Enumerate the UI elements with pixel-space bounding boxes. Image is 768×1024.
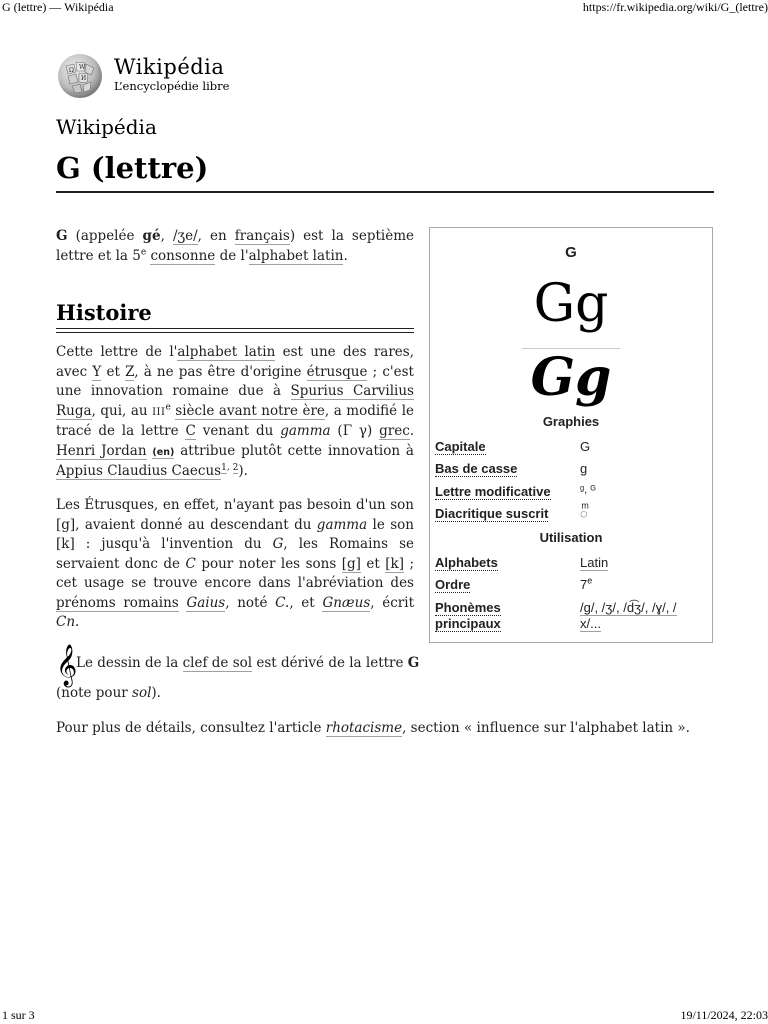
infobox-value: G <box>580 439 591 454</box>
print-header-title: G (lettre) — Wikipédia <box>2 0 114 14</box>
infobox-key[interactable]: Ordre <box>435 577 471 592</box>
century-sup: e <box>165 402 171 412</box>
p2-text-h: , noté <box>225 594 268 611</box>
clef-line-2 <box>56 684 161 704</box>
century-roman: III <box>152 406 166 418</box>
title-divider <box>56 191 714 193</box>
p1-text-c: et <box>106 363 120 380</box>
logo-tagline: L’encyclopédie libre <box>114 79 230 93</box>
p1-text-i: (Γ γ) <box>337 423 373 439</box>
p1-text-g: , a modifié le tracé de la lettre <box>56 402 414 439</box>
history-paragraph-1 <box>56 343 414 482</box>
prenoms-romains-link[interactable]: prénoms romains <box>56 594 179 611</box>
c-link[interactable]: C <box>185 423 196 439</box>
wordmark: Wikipédia <box>56 115 157 139</box>
svg-text:W: W <box>79 64 86 71</box>
infobox-key[interactable]: Alphabets <box>435 555 498 570</box>
gaius-link[interactable]: Gaius <box>186 594 226 611</box>
wikipedia-globe-icon <box>56 52 104 100</box>
gnaeus-link[interactable]: Gnæus <box>322 594 371 611</box>
henri-jordan-link[interactable]: Henri Jordan <box>56 442 147 459</box>
cn-abbrev: Cn <box>56 614 76 630</box>
y-link[interactable]: Y <box>92 363 102 380</box>
p2-text-i: , et <box>289 594 315 611</box>
reference-2-link[interactable]: 2 <box>232 462 239 473</box>
c-term: C <box>185 555 196 572</box>
clef-text-c: (note pour <box>56 685 128 701</box>
p1-text-j: . <box>409 423 415 439</box>
consonne-link[interactable]: consonne <box>150 247 216 264</box>
intro-text-6: . <box>343 247 348 264</box>
more-text-b: , section « influence sur l'alphabet latin ». <box>402 720 690 736</box>
infobox-row-phonemes <box>435 600 709 636</box>
sol-term: sol <box>132 685 152 701</box>
p2-text-c: , les Romains se servaient donc de <box>56 536 414 572</box>
p1-text-a: Cette lettre de l' <box>56 344 178 360</box>
clef-line-1 <box>76 654 419 674</box>
section-heading-histoire: Histoire <box>56 300 152 325</box>
page-counter: 1 sur 3 <box>2 1008 35 1022</box>
alphabet-latin-link-2[interactable]: alphabet latin <box>177 344 276 360</box>
p1-text-d: , à ne pas être d'origine <box>134 363 302 380</box>
z-link[interactable]: Z <box>125 363 135 380</box>
infobox-value: g <box>580 461 588 476</box>
infobox <box>429 227 713 643</box>
p1-text-k: attribue plutôt cette innovation à <box>180 442 414 459</box>
see-also-line <box>56 719 690 739</box>
infobox-section-utilisation: Utilisation <box>539 530 603 545</box>
siecle-link[interactable]: siècle avant notre ère <box>175 402 325 419</box>
ipa-link[interactable]: /ʒe/ <box>172 228 198 244</box>
spurius-link[interactable]: Spurius Carvilius Ruga <box>56 383 414 419</box>
print-footer <box>0 1008 768 1024</box>
infobox-value: 7e <box>580 575 593 592</box>
intro-text-3: , en <box>197 228 227 244</box>
clef-letter: G <box>407 655 420 671</box>
infobox-section-graphies: Graphies <box>542 414 600 429</box>
clef-text-b: est dérivé de la lettre <box>256 655 404 671</box>
english-article-link[interactable]: (en) <box>152 446 175 458</box>
etrusque-link[interactable]: étrusque <box>306 363 368 380</box>
history-paragraph-2 <box>56 496 414 633</box>
intro-text-2: , <box>160 228 165 244</box>
glyph-upright: Gg <box>533 274 609 334</box>
sound-k-link[interactable]: [k] <box>385 555 404 572</box>
p1-text-h: venant du <box>202 423 274 439</box>
p1-text-e: ; c'est une innovation romaine due à <box>56 363 414 399</box>
rhotacisme-link[interactable]: rhotacisme <box>325 720 403 736</box>
wikipedia-logo[interactable] <box>56 52 256 102</box>
reference-1-link[interactable]: 1 <box>221 462 227 473</box>
page-title: G (lettre) <box>56 151 209 185</box>
g-term: G <box>272 536 284 552</box>
reference-separator: , <box>226 462 230 473</box>
intro-ordinal-sup: e <box>140 247 147 257</box>
infobox-key[interactable]: Lettre modificative <box>435 484 551 499</box>
print-header <box>0 0 768 16</box>
section-divider <box>56 328 414 333</box>
grec-link[interactable]: grec <box>379 423 410 439</box>
sound-g-link[interactable]: [g] <box>341 555 361 572</box>
treble-clef-icon: 𝄞 <box>56 645 78 686</box>
clef-de-sol-link[interactable]: clef de sol <box>182 655 253 671</box>
intro-text-5: de l' <box>219 247 249 264</box>
p2-text-j: , écrit <box>370 594 414 611</box>
infobox-key[interactable]: Diacritique suscrit <box>435 506 549 521</box>
more-text-a: Pour plus de détails, consultez l'article <box>56 720 322 736</box>
infobox-value: ᵍ, ᴳ <box>580 484 596 496</box>
infobox-key[interactable]: Bas de casse <box>435 461 518 476</box>
gamma-term: gamma <box>280 423 331 439</box>
svg-text:И: И <box>81 75 87 82</box>
phonemes-links[interactable]: /ɡ/, /ʒ/, /d͡ʒ/, /ɣ/, / x/... <box>580 600 677 631</box>
p2-text-k: . <box>75 614 80 630</box>
francais-link[interactable]: français <box>234 228 290 244</box>
appius-link[interactable]: Appius Claudius Caecus <box>56 463 222 479</box>
intro-paragraph <box>56 227 414 266</box>
intro-text-4: ) est la septième lettre et la <box>56 228 415 264</box>
alphabet-latin-link[interactable]: alphabet latin <box>248 247 344 264</box>
gamma-term-2: gamma <box>316 516 368 533</box>
infobox-key[interactable]: Phonèmes principaux <box>435 600 501 631</box>
print-header-url: https://fr.wikipedia.org/wiki/G_(lettre) <box>582 0 768 14</box>
infobox-value: ◌ͫ <box>580 506 588 521</box>
glyph-italic: Gg <box>530 347 612 408</box>
clef-text-a: Le dessin de la <box>76 655 179 671</box>
p2-text-b: le son [k] : jusqu'à l'invention du <box>56 516 414 552</box>
c-abbrev: C. <box>275 594 290 611</box>
p2-text-e: et <box>366 555 380 572</box>
print-timestamp: 19/11/2024, 22:03 <box>680 1008 768 1022</box>
p1-text-b: est une des rares, avec <box>56 344 415 380</box>
intro-ordinal: 5 <box>132 247 141 264</box>
intro-ge: gé <box>142 228 161 244</box>
latin-link[interactable]: Latin <box>580 555 609 570</box>
p2-text-d: pour noter les sons <box>201 555 337 572</box>
logo-name: Wikipédia <box>114 55 225 79</box>
intro-letter: G <box>56 228 68 244</box>
p2-text-f: ; cet usage se trouve encore dans l'abréviation des <box>56 555 415 591</box>
p1-text-l: ). <box>238 463 248 479</box>
clef-text-d: ). <box>151 685 161 701</box>
infobox-key[interactable]: Capitale <box>435 439 486 454</box>
infobox-title: G <box>565 244 577 261</box>
p1-text-f: , qui, au <box>91 402 148 419</box>
intro-text-1: (appelée <box>75 228 135 244</box>
svg-text:Ω: Ω <box>69 67 74 74</box>
p2-text-a: Les Étrusques, en effet, n'ayant pas besoin d'un son [g], avaient donné au descendant du <box>56 497 414 533</box>
